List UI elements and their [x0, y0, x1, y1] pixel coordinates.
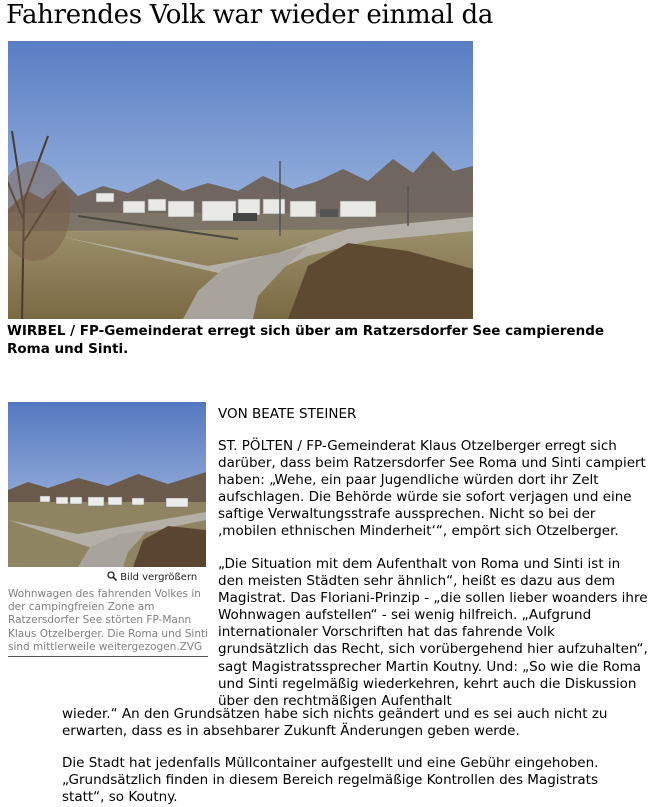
- paragraph: ST. PÖLTEN / FP-Gemeinderat Klaus Otzelberger erregt sich darüber, dass beim Ratzersdorfer See Roma und Sinti campiert haben: „Wehe, ein paar Jugendliche würden dort ihr Zelt aufschlagen. Die Behörde würde sie sofort verjagen und eine saftige Verwaltungsstrafe aussprechen. Nicht so bei der ‚mobilen ethnischen Minderheit‘“, empört sich Otzelberger.: [218, 438, 646, 540]
- paragraph-continued: wieder.“ An den Grundsätzen habe sich nichts geändert und es sei auch nicht zu erwarten, dass es in absehbarer Zukunft Änderungen geben werde.: [62, 706, 608, 740]
- enlarge-image-link[interactable]: [107, 571, 197, 584]
- main-photo: [8, 41, 473, 319]
- side-photo-caption: Wohnwagen des fahrenden Volkes in der campingfreien Zone am Ratzersdorfer See störten FP-Mann Klaus Otzelberger. Die Roma und Sinti sind mittlerweile weitergezogen.ZVG: [8, 588, 208, 657]
- enlarge-label: Bild vergrößern: [120, 572, 198, 583]
- lead-caption: WIRBEL / FP-Gemeinderat erregt sich über am Ratzersdorfer See campierende Roma und Sinti.: [7, 323, 605, 357]
- paragraph: Die Stadt hat jedenfalls Müllcontainer aufgestellt und eine Gebühr eingehoben. „Grundsätzlich finden in diesem Bereich regelmäßige Kontrollen des Magistrats statt“, so Koutny.: [62, 755, 599, 806]
- side-photo[interactable]: [8, 402, 206, 567]
- magnifier-icon: [107, 571, 117, 584]
- paragraph: „Die Situation mit dem Aufenthalt von Roma und Sinti ist in den meisten Städten sehr ähnlich“, heißt es dazu aus dem Magistrat. Das Floriani-Prinzip - „die sollen lieber woanders ihre Wohnwagen aufstellen“ - sei wenig hilfreich. „Aufgrund internationaler Vorschriften hat das fahrende Volk grundsätzlich das Recht, sich vorübergehend hier aufzuhalten“, sagt Magistratssprecher Martin Koutny. Und: „So wie die Roma und Sinti regelmäßig wiederkehren, kehrt auch die Diskussion über den rechtmäßigen Aufenthalt: [218, 556, 648, 709]
- headline: Fahrendes Volk war wieder einmal da: [6, 0, 494, 30]
- author-byline: VON BEATE STEINER: [218, 406, 357, 422]
